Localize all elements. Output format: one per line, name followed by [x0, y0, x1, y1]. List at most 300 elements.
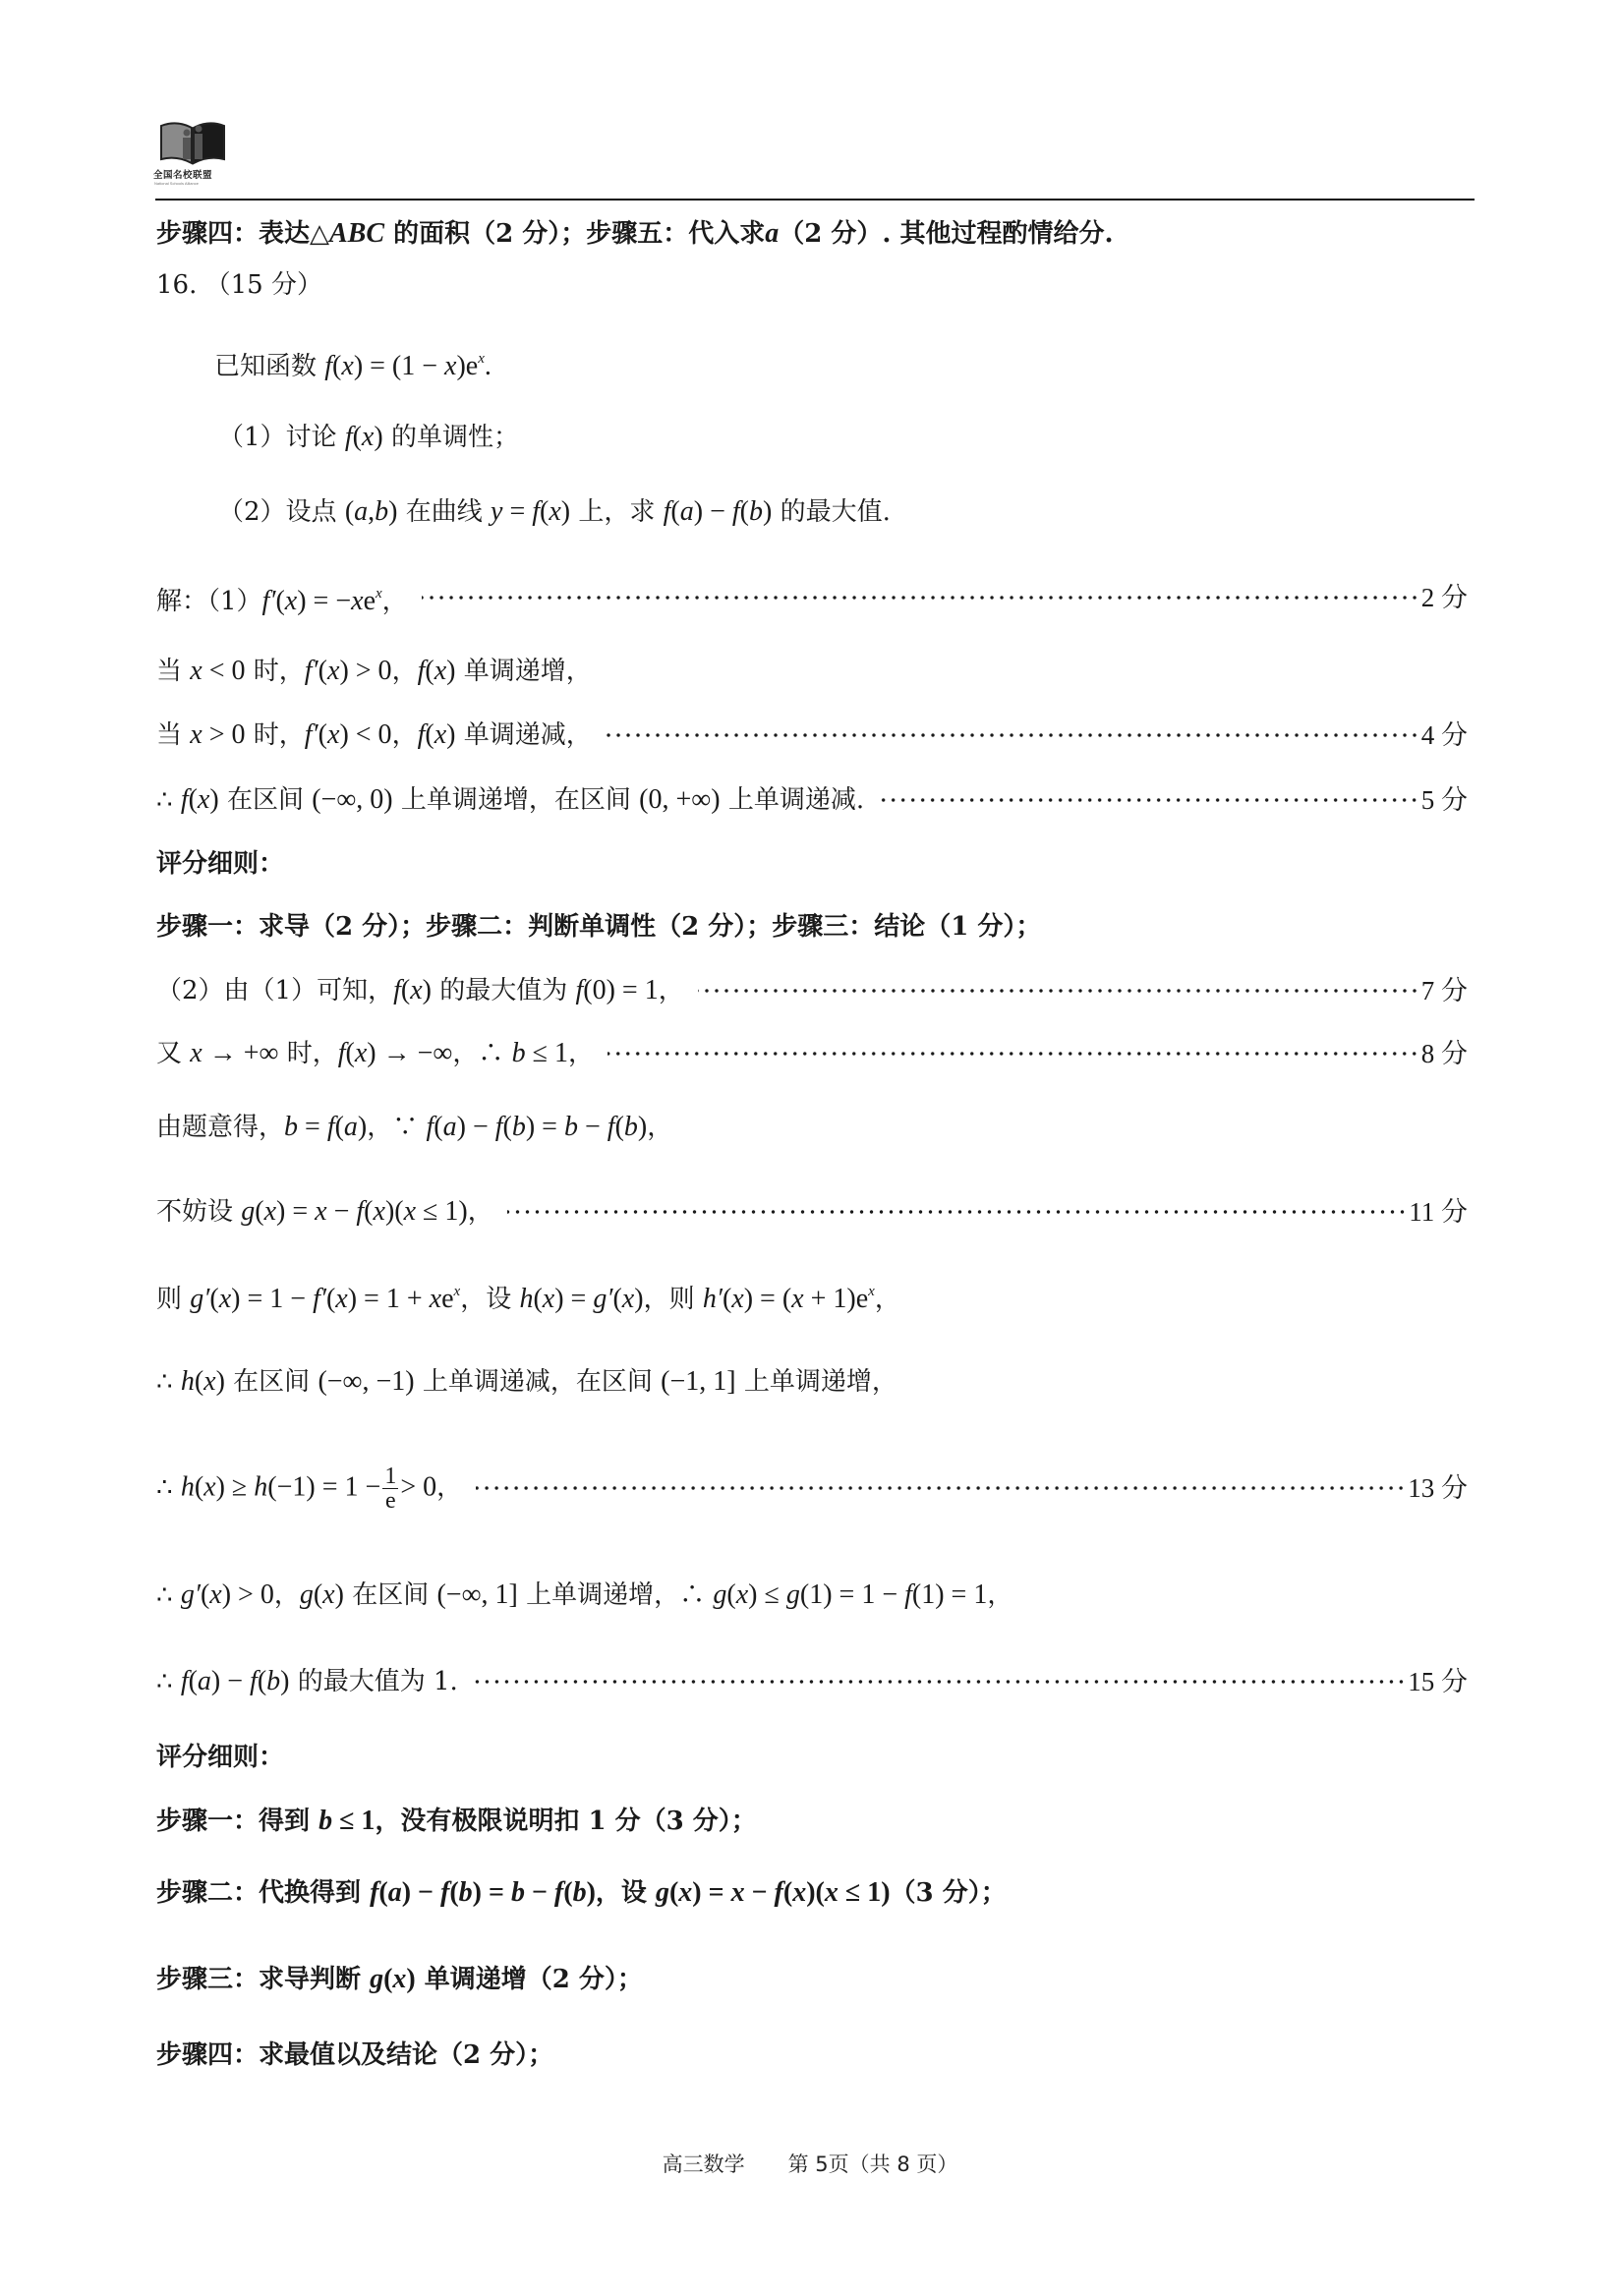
- math-expression: f: [393, 975, 401, 1005]
- text-segment: 的面积（2 分）；步骤五：代入求: [384, 219, 766, 249]
- rubric-line: [156, 214, 1114, 254]
- line-text: [156, 844, 284, 884]
- math-expression: a: [765, 218, 780, 249]
- text-segment: 在区间: [343, 1580, 437, 1610]
- line-text: [156, 1873, 1007, 1913]
- text-segment: 16. （15 分）: [156, 270, 322, 300]
- math-expression: x: [284, 586, 298, 616]
- dot-leader: [507, 1209, 1408, 1215]
- math-expression: (: [782, 1877, 793, 1908]
- math-expression: ) < 0: [339, 719, 392, 750]
- school-alliance-logo: [153, 116, 232, 195]
- line-text: [214, 339, 492, 386]
- score-label: 4 分: [1420, 720, 1468, 750]
- solution-line-scored: [156, 1034, 1468, 1073]
- math-expression: b: [458, 1877, 473, 1908]
- text-line: [218, 418, 519, 457]
- math-expression: (: [332, 351, 342, 381]
- text-segment: ，: [391, 720, 418, 750]
- math-expression: f: [440, 1877, 450, 1908]
- math-expression: −: [744, 1877, 775, 1908]
- math-expression: x: [392, 1964, 407, 1994]
- text-segment: 步骤一：求导（2 分）；步骤二：判断单调性（2 分）；步骤三：结论（1 分）；: [156, 912, 1042, 942]
- text-segment: 已知函数: [214, 352, 325, 381]
- math-expression: → +∞: [202, 1038, 279, 1068]
- math-expression: f: [904, 1579, 912, 1610]
- math-expression: x: [792, 1877, 807, 1908]
- math-expression: b: [748, 496, 763, 527]
- text-segment: ，: [436, 1472, 463, 1502]
- math-expression: (−1) = 1 −: [267, 1471, 381, 1502]
- math-expression: f: [774, 1877, 783, 1908]
- math-expression: ,: [368, 496, 376, 527]
- math-expression: x: [730, 1877, 745, 1908]
- math-expression: h: [180, 1471, 195, 1502]
- text-segment: 又: [156, 1039, 191, 1068]
- text-segment: 上单调递增，在区间: [392, 785, 640, 815]
- text-segment: 步骤四：表达△: [156, 219, 329, 249]
- math-expression: h′: [702, 1284, 723, 1314]
- math-expression: x: [190, 719, 202, 750]
- text-segment: 步骤一：得到: [156, 1807, 319, 1836]
- math-expression: (: [383, 1964, 393, 1994]
- rubric-line: [156, 1738, 284, 1777]
- text-segment: 的最大值为: [431, 976, 576, 1005]
- math-expression: x: [621, 1284, 635, 1314]
- solution-line-scored: [156, 578, 1468, 617]
- math-expression: f: [417, 719, 426, 750]
- rubric-line: [156, 2036, 553, 2075]
- math-expression: ): [446, 719, 456, 750]
- line-text: [156, 1960, 643, 1999]
- math-expression: ) =: [525, 1112, 564, 1142]
- line-text: [156, 1738, 284, 1777]
- math-expression: (−∞, 0): [312, 784, 393, 815]
- line-text: [156, 1802, 757, 1841]
- text-segment: 时，: [245, 720, 305, 750]
- math-expression: (: [334, 1112, 344, 1142]
- math-expression: f: [326, 1112, 335, 1142]
- math-expression: (: [400, 975, 411, 1005]
- math-expression: < 0: [202, 656, 246, 686]
- line-text: [156, 574, 408, 621]
- text-segment: 时，: [278, 1039, 338, 1068]
- math-expression: x: [434, 656, 447, 686]
- math-expression: )(: [384, 1196, 404, 1227]
- math-expression: ): [446, 656, 456, 686]
- math-expression: =: [502, 496, 533, 527]
- math-expression: f′: [304, 719, 318, 750]
- text-segment: ，∵: [367, 1113, 427, 1142]
- score-label: 2 分: [1420, 583, 1468, 612]
- dot-leader: [698, 988, 1419, 994]
- math-expression: x: [190, 1038, 202, 1068]
- math-expression: b: [375, 496, 389, 527]
- math-expression: ): [637, 1112, 648, 1142]
- math-expression: f: [663, 496, 671, 527]
- math-expression: ≤ 1: [332, 1806, 376, 1836]
- math-expression: (: [726, 1579, 736, 1610]
- fraction-numerator: 1: [384, 1463, 397, 1489]
- math-expression: f: [731, 496, 740, 527]
- math-expression: (: [344, 496, 355, 527]
- dot-leader: [878, 797, 1419, 803]
- math-expression: g′: [180, 1579, 201, 1610]
- math-expression: x: [542, 1284, 555, 1314]
- math-expression: (: [739, 496, 749, 527]
- text-segment: 的单调性；: [382, 423, 519, 452]
- math-expression: ) > 0: [221, 1579, 274, 1610]
- math-expression: x: [341, 351, 354, 381]
- math-expression: ≤ 1): [416, 1196, 468, 1227]
- line-text: [156, 214, 1114, 254]
- math-expression: g: [655, 1877, 669, 1908]
- text-segment: ，设: [595, 1878, 656, 1908]
- math-expression: h: [180, 1366, 195, 1397]
- math-expression: a: [679, 496, 694, 527]
- math-expression: ) =: [692, 1877, 731, 1908]
- math-expression: (: [275, 586, 285, 616]
- text-segment: 的最大值为 1.: [289, 1667, 458, 1696]
- score-label: 15 分: [1408, 1667, 1468, 1696]
- math-expression: a: [387, 1877, 402, 1908]
- text-line: [156, 652, 592, 691]
- math-expression: (: [425, 656, 434, 686]
- math-expression: (: [540, 496, 550, 527]
- math-expression: (: [563, 1877, 573, 1908]
- math-expression: x: [354, 1038, 368, 1068]
- text-segment: 时，: [245, 657, 305, 686]
- line-text: [156, 652, 592, 691]
- math-expression: x: [203, 1471, 216, 1502]
- dot-leader: [472, 1679, 1406, 1685]
- math-expression: ) ≥: [215, 1471, 255, 1502]
- math-expression: ): [406, 1964, 416, 1994]
- math-expression: −: [326, 1196, 357, 1227]
- dot-leader: [422, 595, 1419, 601]
- math-expression: (0, +∞): [639, 784, 721, 815]
- math-expression: x: [315, 1196, 327, 1227]
- text-segment: ，: [658, 976, 684, 1005]
- math-expression: x: [197, 784, 210, 815]
- math-expression: f: [426, 1112, 434, 1142]
- math-expression: ): [374, 422, 383, 452]
- line-text: [156, 1576, 1012, 1615]
- text-segment: 单调递减，: [455, 720, 592, 750]
- math-expression: ) −: [693, 496, 732, 527]
- line-text: [156, 907, 1041, 947]
- math-expression: x: [735, 1579, 749, 1610]
- fraction-denominator: e: [384, 1487, 396, 1514]
- text-segment: 单调递增（2 分）；: [415, 1965, 643, 1994]
- math-expression: (: [425, 719, 434, 750]
- text-segment: 在区间: [224, 1367, 318, 1397]
- math-expression: x: [403, 1196, 417, 1227]
- text-segment: ∴: [156, 1667, 181, 1696]
- rubric-line: [156, 1960, 643, 1999]
- text-segment: 评分细则：: [156, 1743, 285, 1772]
- math-expression: b: [284, 1112, 299, 1142]
- text-segment: 步骤二：代换得到: [156, 1878, 371, 1908]
- math-expression: (: [434, 1112, 443, 1142]
- math-expression: ≤ 1: [525, 1038, 568, 1068]
- math-expression: ) =: [472, 1877, 511, 1908]
- math-expression: b: [572, 1877, 587, 1908]
- math-expression: (1) = 1: [911, 1579, 988, 1610]
- text-segment: ，: [568, 1039, 595, 1068]
- math-expression: ) = (1 −: [353, 351, 445, 381]
- math-expression: b: [318, 1806, 333, 1836]
- math-expression: ) =: [554, 1284, 594, 1314]
- math-expression: y: [491, 496, 503, 527]
- math-expression: x: [322, 1579, 335, 1610]
- text-segment: 不妨设: [156, 1197, 242, 1227]
- math-expression: x: [434, 719, 447, 750]
- math-expression: f: [344, 422, 353, 452]
- math-expression: (−∞, 1]: [436, 1579, 518, 1610]
- math-expression: e: [363, 586, 376, 616]
- math-expression: x: [791, 1284, 804, 1314]
- math-expression: ) → −∞: [367, 1038, 453, 1068]
- line-text: [156, 1464, 462, 1513]
- math-expression: + 1)e: [803, 1284, 869, 1314]
- math-expression: x: [410, 975, 423, 1005]
- math-expression: x: [824, 1877, 839, 1908]
- text-segment: （3 分）；: [890, 1878, 1007, 1908]
- math-expression: (: [345, 1038, 355, 1068]
- line-text: [156, 971, 684, 1010]
- math-expression: (: [502, 1112, 512, 1142]
- math-expression: (: [200, 1579, 210, 1610]
- math-expression: g: [299, 1579, 314, 1610]
- math-expression: (: [364, 1196, 374, 1227]
- math-expression: (0) = 1: [583, 975, 659, 1005]
- math-expression: (−∞, −1): [318, 1366, 415, 1397]
- page-footer: [0, 2149, 1620, 2178]
- math-expression: (: [449, 1877, 459, 1908]
- math-expression: (: [318, 719, 327, 750]
- text-segment: 上单调递增，∴: [517, 1580, 714, 1610]
- math-expression: (: [255, 1196, 264, 1227]
- text-line: [218, 492, 891, 532]
- line-text: [156, 716, 592, 755]
- math-expression: x: [190, 656, 202, 686]
- math-expression: ): [762, 496, 773, 527]
- math-expression: (: [188, 784, 198, 815]
- math-expression: x: [678, 1877, 693, 1908]
- math-expression: =: [298, 1112, 327, 1142]
- solution-line-scored: [156, 971, 1468, 1010]
- rubric-line: [156, 907, 1041, 947]
- math-expression: ): [215, 1366, 225, 1397]
- math-expression: ): [422, 975, 432, 1005]
- text-segment: （2）由（1）可知，: [156, 976, 394, 1005]
- text-segment: ，: [874, 1285, 900, 1314]
- math-expression: x: [376, 586, 382, 602]
- text-line: [156, 1108, 672, 1147]
- math-expression: > 0: [400, 1471, 437, 1502]
- math-expression: g: [370, 1964, 384, 1994]
- footer-subject: 高三数学: [662, 2152, 745, 2176]
- math-expression: b: [266, 1666, 281, 1696]
- math-expression: x: [263, 1196, 277, 1227]
- line-text: [156, 2036, 553, 2075]
- logo-name-cn: 全国名校联盟: [153, 170, 213, 181]
- text-segment: 上单调递增，: [735, 1367, 897, 1397]
- math-expression: (: [194, 1366, 204, 1397]
- math-expression: ): [634, 1284, 644, 1314]
- math-expression: −: [577, 1112, 608, 1142]
- math-expression: (: [722, 1284, 732, 1314]
- text-segment: 当: [156, 657, 191, 686]
- math-expression: h: [254, 1471, 268, 1502]
- math-expression: x: [327, 656, 340, 686]
- line-text: [218, 418, 519, 457]
- math-expression: (: [188, 1666, 198, 1696]
- text-segment: （2）设点: [218, 497, 345, 527]
- math-expression: x: [327, 719, 340, 750]
- math-expression: (: [325, 1284, 336, 1314]
- text-segment: （2 分）. 其他过程酌情给分.: [779, 219, 1114, 249]
- text-line: [156, 1276, 900, 1315]
- math-expression: g: [713, 1579, 727, 1610]
- math-expression: f: [356, 1196, 365, 1227]
- math-expression: ) ≤: [748, 1579, 786, 1610]
- math-expression: ): [560, 496, 571, 527]
- math-expression: f: [337, 1038, 346, 1068]
- line-text: [156, 1192, 493, 1232]
- math-expression: x: [361, 422, 375, 452]
- text-line: [156, 1362, 897, 1402]
- text-segment: 步骤四：求最值以及结论（2 分）；: [156, 2040, 554, 2070]
- solution-line-scored: [156, 716, 1468, 755]
- math-expression: f: [250, 1666, 258, 1696]
- math-expression: ) = 1 −: [231, 1284, 314, 1314]
- text-segment: ，没有极限说明扣 1 分（3 分）；: [375, 1807, 757, 1836]
- math-expression: ) > 0: [339, 656, 392, 686]
- rubric-line: [156, 844, 284, 884]
- math-expression: x: [478, 351, 485, 367]
- solution-line-scored: [156, 1463, 1468, 1514]
- math-expression: (−1, 1]: [661, 1366, 736, 1397]
- math-expression: e: [441, 1284, 454, 1314]
- text-segment: ，: [647, 1113, 673, 1142]
- text-segment: ，: [381, 587, 408, 616]
- math-expression: )(: [806, 1877, 825, 1908]
- math-expression: ) −: [456, 1112, 495, 1142]
- text-segment: ∴: [156, 1367, 181, 1397]
- text-segment: 上单调递减.: [720, 785, 865, 815]
- math-expression: ) = 1 +: [347, 1284, 430, 1314]
- math-expression: f: [553, 1877, 564, 1908]
- text-segment: ，: [391, 657, 418, 686]
- math-expression: .: [484, 351, 492, 381]
- open-book-icon: [157, 116, 228, 167]
- math-expression: a: [343, 1112, 358, 1142]
- math-expression: x: [444, 351, 457, 381]
- math-expression: f: [494, 1112, 503, 1142]
- text-segment: 当: [156, 720, 191, 750]
- line-text: [156, 1108, 672, 1147]
- math-expression: g′: [190, 1284, 210, 1314]
- math-expression: a: [442, 1112, 457, 1142]
- math-expression: ): [357, 1112, 368, 1142]
- line-text: [218, 492, 891, 532]
- math-expression: x: [731, 1284, 744, 1314]
- score-label: 7 分: [1420, 976, 1468, 1005]
- math-expression: ) =: [276, 1196, 316, 1227]
- math-expression: ): [280, 1666, 290, 1696]
- math-expression: (: [533, 1284, 543, 1314]
- score-label: 13 分: [1408, 1473, 1468, 1503]
- text-line: [156, 1576, 1012, 1615]
- math-expression: f: [370, 1877, 379, 1908]
- math-expression: ≤ 1): [838, 1877, 891, 1908]
- math-expression: h: [519, 1284, 534, 1314]
- text-segment: ∴: [156, 1472, 181, 1502]
- math-expression: ABC: [329, 218, 385, 249]
- math-expression: x: [351, 586, 364, 616]
- dot-leader: [608, 1051, 1419, 1057]
- math-expression: (: [612, 1284, 622, 1314]
- text-segment: ∴: [156, 785, 181, 815]
- text-segment: ，设: [460, 1285, 520, 1314]
- math-expression: ) = −: [297, 586, 352, 616]
- math-expression: (: [257, 1666, 267, 1696]
- line-text: [156, 1034, 594, 1073]
- math-expression: f: [180, 1666, 189, 1696]
- math-expression: b: [563, 1112, 578, 1142]
- logo-name-en: National Schools Alliance: [154, 181, 199, 186]
- math-expression: (: [378, 1877, 388, 1908]
- math-expression: (: [209, 1284, 219, 1314]
- math-expression: ): [388, 496, 398, 527]
- score-label: 8 分: [1420, 1039, 1468, 1068]
- text-segment: 单调递增，: [455, 657, 592, 686]
- math-expression: b: [511, 1038, 526, 1068]
- math-expression: a: [197, 1666, 211, 1696]
- math-expression: ) −: [401, 1877, 440, 1908]
- math-expression: f′: [313, 1284, 326, 1314]
- math-expression: g′: [593, 1284, 613, 1314]
- solution-line-scored: [156, 1662, 1468, 1701]
- math-expression: f: [417, 656, 426, 686]
- math-expression: x: [373, 1196, 385, 1227]
- text-segment: ，则: [643, 1285, 703, 1314]
- math-expression: (: [668, 1877, 679, 1908]
- score-label: 11 分: [1409, 1197, 1468, 1227]
- text-segment: ，: [273, 1580, 300, 1610]
- footer-page-number: 第 5页（共 8 页）: [787, 2152, 958, 2176]
- solution-line-scored: [156, 1192, 1468, 1232]
- text-segment: 解：（1）: [156, 587, 262, 616]
- fraction: [382, 1464, 398, 1513]
- math-expression: x: [453, 1284, 461, 1299]
- math-expression: ): [209, 784, 219, 815]
- text-segment: （1）讨论: [218, 423, 345, 452]
- text-segment: 的最大值.: [772, 497, 891, 527]
- text-segment: ，∴: [452, 1039, 512, 1068]
- math-expression: (: [318, 656, 327, 686]
- text-segment: 在曲线: [397, 497, 491, 527]
- math-expression: f: [575, 975, 584, 1005]
- math-expression: x: [203, 1366, 216, 1397]
- text-segment: ，: [987, 1580, 1013, 1610]
- math-expression: g: [241, 1196, 256, 1227]
- math-expression: (: [670, 496, 680, 527]
- math-expression: > 0: [202, 719, 246, 750]
- math-expression: ) = (: [743, 1284, 792, 1314]
